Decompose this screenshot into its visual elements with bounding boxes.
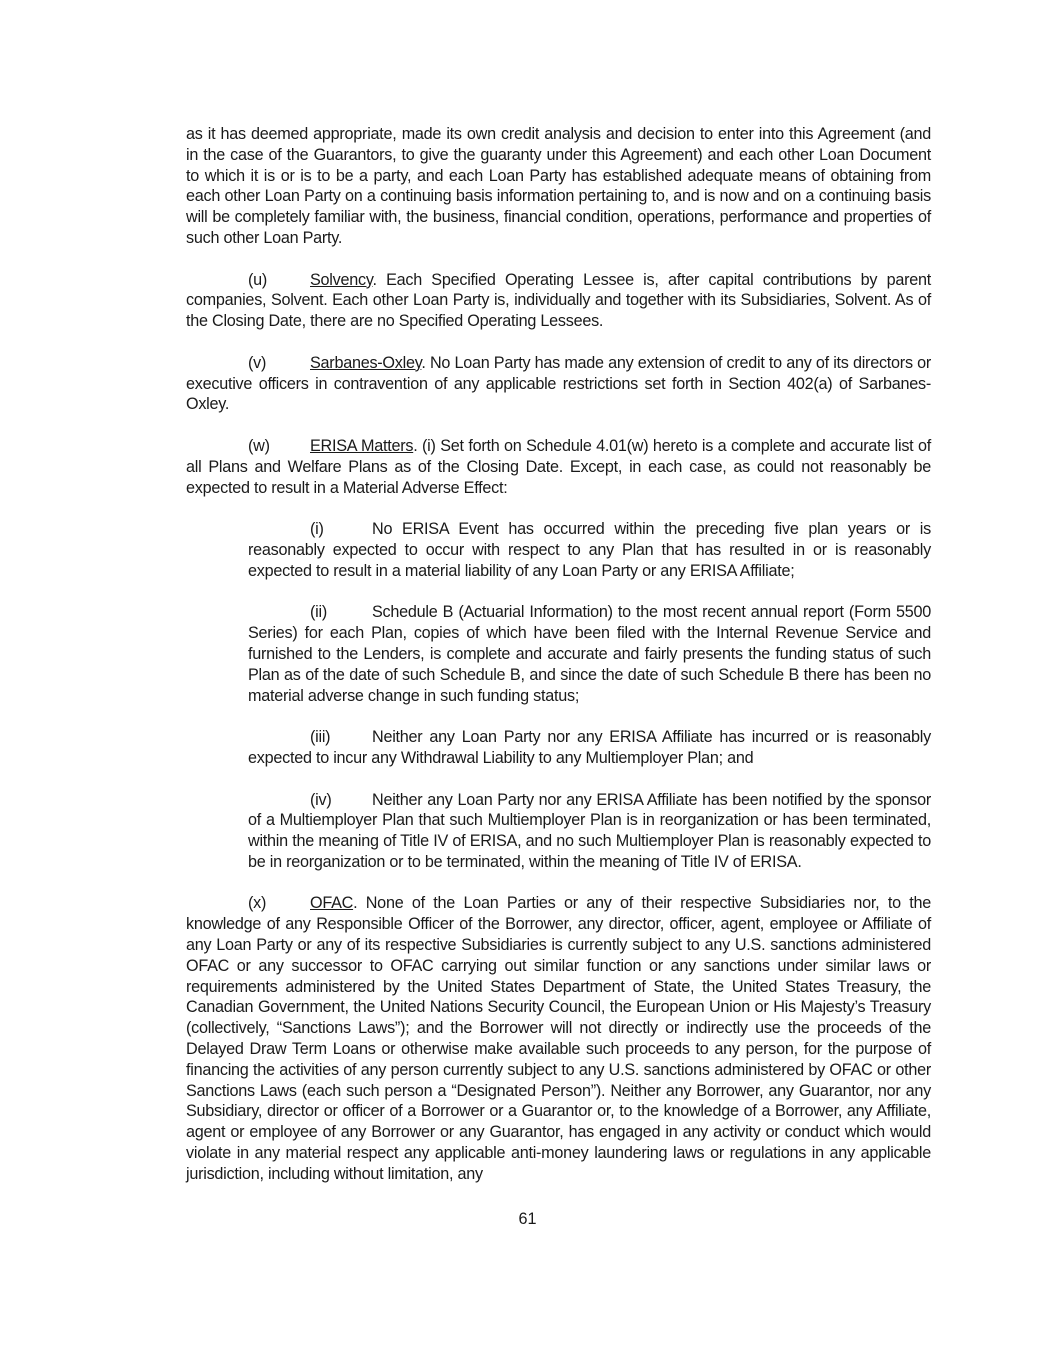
section-v-heading: Sarbanes-Oxley (310, 353, 422, 372)
section-v-sarbanes-oxley (186, 353, 931, 415)
section-x-heading: OFAC (310, 894, 354, 913)
section-u-heading: Solvency (310, 270, 373, 289)
section-u-number: (u) (248, 270, 268, 289)
section-w-subclause-iv (248, 790, 931, 873)
subclause-iv-number: (iv) (310, 790, 332, 809)
subclause-i-number: (i) (310, 520, 324, 539)
subclause-ii-number: (ii) (310, 603, 327, 622)
section-w-erisa-matters (186, 436, 931, 498)
document-body (186, 124, 931, 1205)
section-x-ofac (186, 893, 931, 1184)
section-v-text: . No Loan Party has made any extension of credit to any of its directors or executive officers in contravention of any applicable restrictions set forth in Section 402(a) of Sarbanes-Oxley. (186, 353, 931, 414)
section-w-number: (w) (248, 436, 270, 455)
subclause-iii-number: (iii) (310, 728, 331, 747)
page-number: 61 (518, 1210, 537, 1228)
section-x-text: . None of the Loan Parties or any of their respective Subsidiaries nor, to the knowledge of any Responsible Officer of the Borrower, any director, officer, agent, employee or Affiliate of any Loan Party or any of its respective Subsidiaries is currently subject to any U.S. sanctions administered OFAC or any successor to OFAC carrying out similar function or any sanctions under similar laws or requirements administered by the United States Department of State, the United States Treasury, the Canadian Government, the United Nations Security Council, the European Union or His Majesty’s Treasury (collectively, “Sanctions Laws”); and the Borrower will not directly or indirectly use the proceeds of the Delayed Draw Term Loans or otherwise make available such proceeds to any person, for the purpose of financing the activities of any person currently subject to any U.S. sanctions administered by OFAC or other Sanctions Laws (each such person a “Designated Person”). Neither any Borrower, any Guarantor, nor any Subsidiary, director or officer of a Borrower or a Guarantor or, to the knowledge of a Borrower, any Affiliate, agent or employee of any Borrower or any Guarantor, has engaged in any activity or conduct which would violate in any material respect any applicable anti-money laundering laws or regulations in any applicable jurisdiction, including without limitation, any (186, 894, 931, 1183)
section-w-heading: ERISA Matters (310, 436, 414, 455)
section-w-subclause-iii (248, 727, 931, 769)
continuation-paragraph (186, 124, 931, 249)
subclause-iii-text: Neither any Loan Party nor any ERISA Affiliate has incurred or is reasonably expected to incur any Withdrawal Liability to any Multiemployer Plan; and (248, 728, 931, 767)
section-w-subclause-ii (248, 602, 931, 706)
subclause-ii-text: Schedule B (Actuarial Information) to the most recent annual report (Form 5500 Series) for each Plan, copies of which have been filed with the Internal Revenue Service and furnished to the Lenders, is complete and accurate and fairly presents the funding status of such Plan as of the date of such Schedule B, and since the date of such Schedule B there has been no material adverse change in such funding status; (248, 603, 931, 705)
section-w-subclause-i (248, 519, 931, 581)
subclause-i-text: No ERISA Event has occurred within the preceding five plan years or is reasonably expected to occur with respect to any Plan that has resulted in or is reasonably expected to result in a material liability of any Loan Party or any ERISA Affiliate; (248, 520, 931, 580)
section-x-number: (x) (248, 894, 267, 913)
continuation-text: as it has deemed appropriate, made its own credit analysis and decision to enter into this Agreement (and in the case of the Guarantors, to give the guaranty under this Agreement) and each other Loan Document to which it is or is to be a party, and each Loan Party has established adequate means of obtaining from each other Loan Party on a continuing basis information pertaining to, and is now and on a continuing basis will be completely familiar with, the business, financial condition, operations, performance and properties of such other Loan Party. (186, 125, 931, 247)
section-u-solvency (186, 270, 931, 332)
subclause-iv-text: Neither any Loan Party nor any ERISA Affiliate has been notified by the sponsor of a Multiemployer Plan that such Multiemployer Plan is in reorganization or has been terminated, within the meaning of Title IV of ERISA, and no such Multiemployer Plan is reasonably expected to be in reorganization or to be terminated, within the meaning of Title IV of ERISA. (248, 790, 931, 871)
section-u-text: . Each Specified Operating Lessee is, after capital contributions by parent companies, Solvent. Each other Loan Party is, individually and together with its Subsidiaries, Solvent. As of the Closing Date, there are no Specified Operating Lessees. (186, 270, 931, 331)
section-v-number: (v) (248, 353, 267, 372)
section-w-text: . (i) Set forth on Schedule 4.01(w) hereto is a complete and accurate list of all Plans and Welfare Plans as of the Closing Date. Except, in each case, as could not reasonably be expected to result in a Material Adverse Effect: (186, 436, 931, 497)
